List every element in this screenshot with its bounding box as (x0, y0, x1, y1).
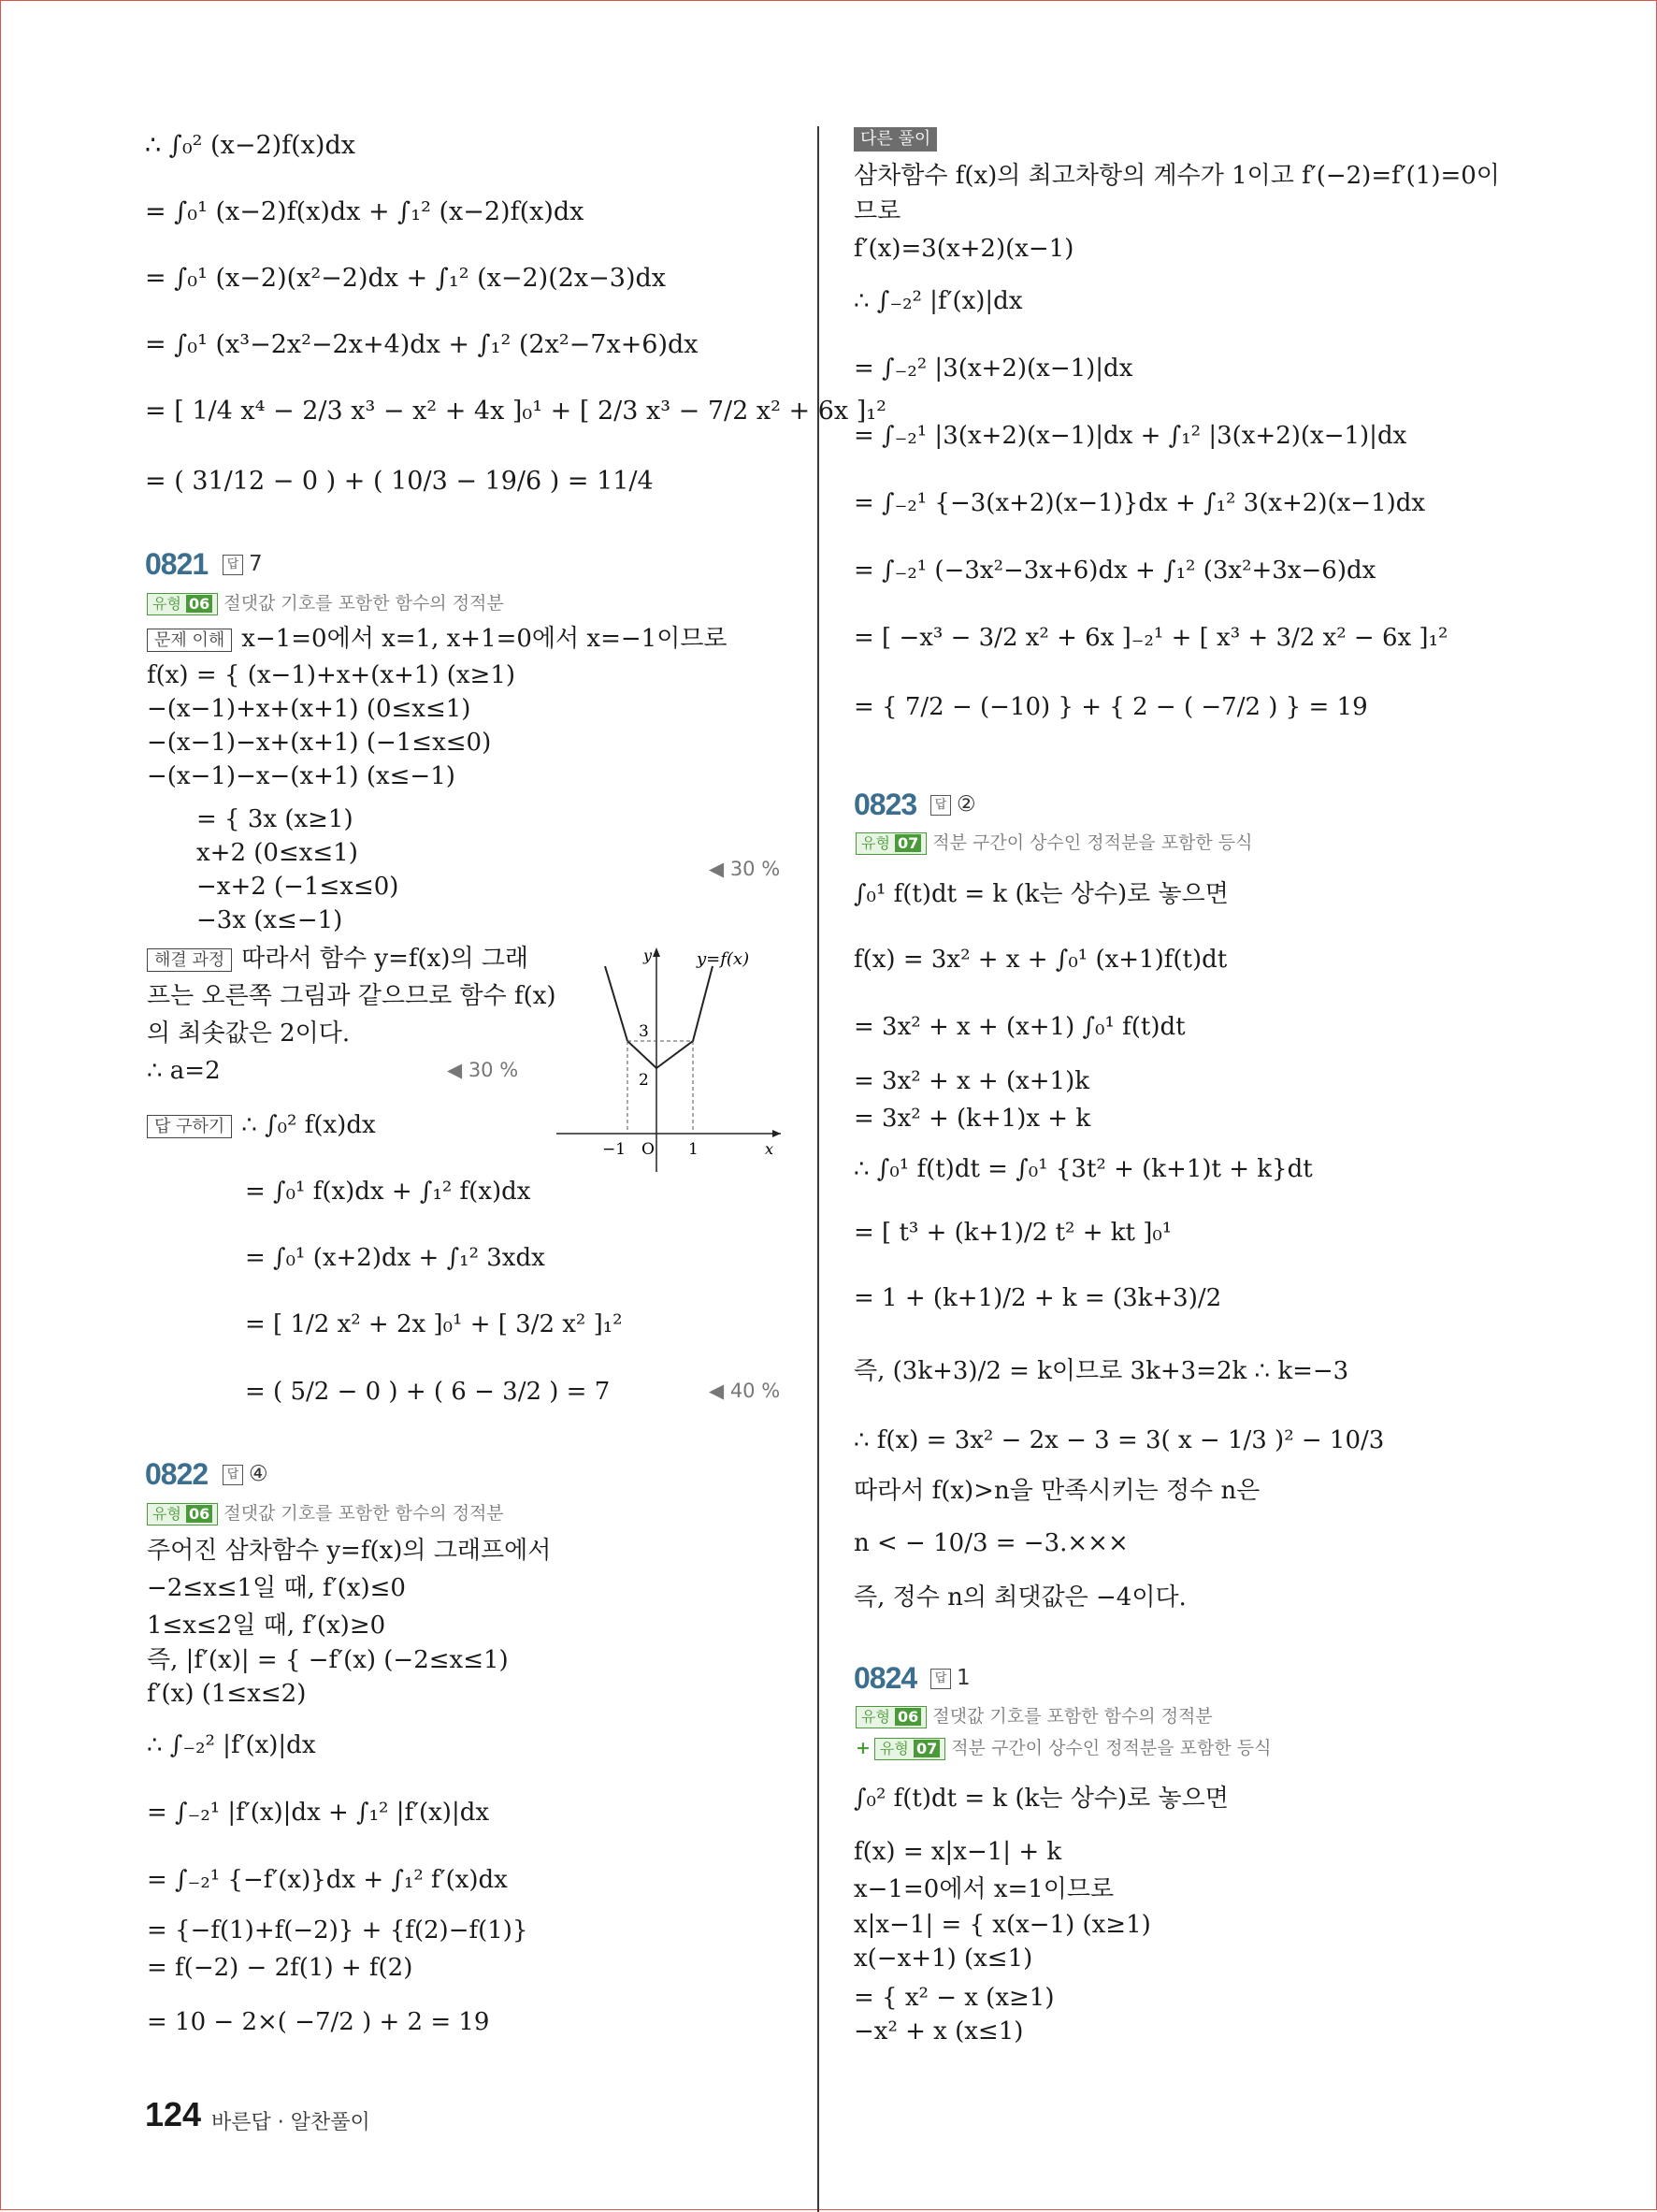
step3-label: 답 구하기 (147, 1115, 232, 1138)
tick-label-neg1: −1 (602, 1140, 627, 1159)
p0822-line-2: −2≤x≤1일 때, f′(x)≤0 (147, 1574, 406, 1602)
other-line-1: 삼차함수 f(x)의 최고차항의 계수가 1이고 f′(−2)=f′(1)=0이 (854, 162, 1500, 190)
p0823-line-4: = 3x² + x + (x+1)k (854, 1067, 1090, 1095)
step2-line-3: 의 최솟값은 2이다. (147, 1019, 351, 1048)
p0822-line-1: 주어진 삼차함수 y=f(x)의 그래프에서 (147, 1537, 552, 1565)
other-solution-label-row (854, 122, 946, 155)
step3 (147, 1108, 376, 1142)
p0823-line-9: 즉, (3k+3)/2 = k이므로 3k+3=2k ∴ k=−3 (854, 1357, 1349, 1385)
p0823-line-6: ∴ ∫₀¹ f(t)dt = ∫₀¹ {3t² + (k+1)t + k}dt (854, 1155, 1313, 1183)
other-line-6: = ∫₋₂¹ |3(x+2)(x−1)|dx + ∫₁² |3(x+2)(x−1)|dx (854, 422, 1407, 450)
problem-number-0822: 0822 (145, 1457, 209, 1491)
answer-0824 (930, 1666, 971, 1690)
type-badge: 유형 06 (147, 1503, 218, 1525)
type-text: 적분 구간이 상수인 정적분을 포함한 등식 (932, 832, 1253, 853)
column-divider (817, 126, 819, 2212)
left-top-line-6: = ( 31/12 − 0 ) + ( 10/3 − 19/6 ) = 11/4 (145, 467, 654, 496)
step3-line-5: = ( 5/2 − 0 ) + ( 6 − 3/2 ) = 7 (245, 1378, 611, 1406)
type-badge: 유형 06 (147, 593, 218, 615)
p0824-line-1: ∫₀² f(t)dt = k (k는 상수)로 놓으면 (854, 1785, 1229, 1813)
p0822-line-5: f′(x) (1≤x≤2) (147, 1680, 307, 1708)
p0823-line-13: 즉, 정수 n의 최댓값은 −4이다. (854, 1583, 1187, 1612)
p0824-line-6: = { x² − x (x≥1) (854, 1984, 1055, 2012)
function-graph (552, 940, 785, 1183)
type-tag-0824 (856, 1702, 1213, 1728)
x-axis-arrow (772, 1130, 781, 1137)
step2 (147, 942, 528, 976)
type-tag-0822 (147, 1499, 504, 1525)
answer-mark: 답 (223, 555, 243, 575)
left-top-line-3: = ∫₀¹ (x−2)(x²−2)dx + ∫₁² (x−2)(2x−3)dx (145, 264, 666, 293)
cases1-line-2: −(x−1)+x+(x+1) (0≤x≤1) (147, 695, 471, 723)
y-axis-arrow (653, 947, 660, 957)
p0824-line-4: x|x−1| = { x(x−1) (x≥1) (854, 1911, 1151, 1939)
p0822-line-4: 즉, |f′(x)| = { −f′(x) (−2≤x≤1) (147, 1646, 509, 1674)
type-text: 절댓값 기호를 포함한 함수의 정적분 (223, 1503, 504, 1524)
step1-text: x−1=0에서 x=1, x+1=0에서 x=−1이므로 (241, 625, 728, 653)
cases2-line-4: −3x (x≤−1) (196, 906, 343, 934)
step3-line-1: ∴ ∫₀² f(x)dx (241, 1111, 376, 1139)
p0822-line-11: = 10 − 2×( −7/2 ) + 2 = 19 (147, 2008, 490, 2036)
cases1-line-1: f(x) = { (x−1)+x+(x+1) (x≥1) (147, 661, 516, 689)
step2-line-2: 프는 오른쪽 그림과 같으므로 함수 f(x) (147, 982, 556, 1010)
answer-0821 (223, 552, 263, 576)
other-line-2: 므로 (854, 197, 901, 225)
p0823-line-2: f(x) = 3x² + x + ∫₀¹ (x+1)f(t)dt (854, 946, 1228, 974)
other-solution-label: 다른 풀이 (854, 127, 937, 152)
step2-line-1: 따라서 함수 y=f(x)의 그래 (241, 945, 529, 973)
type-tag-0821 (147, 589, 504, 615)
other-line-4: ∴ ∫₋₂² |f′(x)|dx (854, 287, 1023, 315)
cases2-line-3: −x+2 (−1≤x≤0) (196, 873, 399, 901)
type-text: 절댓값 기호를 포함한 함수의 정적분 (932, 1706, 1213, 1727)
graph-curve (605, 966, 713, 1068)
function-label: y=f(x) (697, 949, 750, 969)
origin-label: O (641, 1140, 655, 1159)
type-text: 적분 구간이 상수인 정적분을 포함한 등식 (951, 1738, 1272, 1758)
p0822-line-6: ∴ ∫₋₂² |f′(x)|dx (147, 1731, 316, 1759)
type-tag-0823 (856, 829, 1253, 855)
left-top-line-2: = ∫₀¹ (x−2)f(x)dx + ∫₁² (x−2)f(x)dx (145, 197, 584, 226)
p0824-line-7: −x² + x (x≤1) (854, 2017, 1024, 2046)
type-badge: 유형 07 (874, 1738, 945, 1760)
answer-mark: 답 (930, 795, 951, 816)
p0823-line-3: = 3x² + x + (x+1) ∫₀¹ f(t)dt (854, 1013, 1186, 1041)
step2-line-4: ∴ a=2 (147, 1057, 221, 1085)
p0824-line-3: x−1=0에서 x=1이므로 (854, 1875, 1115, 1903)
answer-value: 1 (957, 1666, 971, 1690)
problem-number-0821: 0821 (145, 547, 209, 581)
other-line-9: = [ −x³ − 3/2 x² + 6x ]₋₂¹ + [ x³ + 3/2 x² − 6x ]₁² (854, 624, 1448, 652)
p0822-line-3: 1≤x≤2일 때, f′(x)≥0 (147, 1612, 386, 1640)
answer-value: ② (957, 792, 976, 817)
left-top-line-4: = ∫₀¹ (x³−2x²−2x+4)dx + ∫₁² (2x²−7x+6)dx (145, 330, 699, 359)
answer-value: 7 (249, 552, 263, 576)
p0824-line-2: f(x) = x|x−1| + k (854, 1838, 1062, 1866)
problem-number-0824: 0824 (854, 1661, 917, 1695)
type-text: 절댓값 기호를 포함한 함수의 정적분 (223, 593, 504, 614)
answer-mark: 답 (223, 1465, 243, 1485)
step3-line-4: = [ 1/2 x² + 2x ]₀¹ + [ 3/2 x² ]₁² (245, 1310, 623, 1338)
other-line-7: = ∫₋₂¹ {−3(x+2)(x−1)}dx + ∫₁² 3(x+2)(x−1)dx (854, 489, 1426, 517)
score-percent-2: ◀ 30 % (447, 1059, 519, 1081)
other-line-10: = { 7/2 − (−10) } + { 2 − ( −7/2 ) } = 19 (854, 693, 1368, 721)
p0824-line-5: x(−x+1) (x≤1) (854, 1945, 1033, 1973)
step2-label: 해결 과정 (147, 948, 232, 972)
p0822-line-7: = ∫₋₂¹ |f′(x)|dx + ∫₁² |f′(x)|dx (147, 1799, 490, 1827)
plus-sign: + (856, 1738, 871, 1758)
page-number: 124 (145, 2095, 202, 2133)
type-badge: 유형 07 (856, 832, 927, 855)
p0823-line-8: = 1 + (k+1)/2 + k = (3k+3)/2 (854, 1284, 1222, 1312)
p0822-line-10: = f(−2) − 2f(1) + f(2) (147, 1954, 413, 1982)
p0822-line-9: = {−f(1)+f(−2)} + {f(2)−f(1)} (147, 1916, 528, 1945)
p0823-line-11: 따라서 f(x)>n을 만족시키는 정수 n은 (854, 1477, 1261, 1505)
tick-label-1: 1 (688, 1140, 699, 1159)
x-axis-label: x (765, 1140, 774, 1158)
cases1-line-3: −(x−1)−x+(x+1) (−1≤x≤0) (147, 729, 492, 757)
problem-number-0823: 0823 (854, 788, 917, 821)
left-top-line-5: = [ 1/4 x⁴ − 2/3 x³ − x² + 4x ]₀¹ + [ 2/3 x³ − 7/2 x² + 6x ]₁² (145, 397, 886, 426)
other-line-5: = ∫₋₂² |3(x+2)(x−1)|dx (854, 354, 1133, 383)
step1 (147, 622, 728, 656)
p0823-line-7: = [ t³ + (k+1)/2 t² + kt ]₀¹ (854, 1219, 1173, 1247)
answer-0823 (930, 792, 976, 817)
type-tag-0824-second (856, 1734, 1271, 1760)
tick-label-3: 3 (639, 1022, 649, 1041)
footer-title: 바른답 · 알찬풀이 (211, 2111, 370, 2134)
score-percent-3: ◀ 40 % (709, 1380, 781, 1402)
answer-mark: 답 (930, 1669, 951, 1689)
cases2-line-1: = { 3x (x≥1) (196, 805, 353, 833)
p0823-line-10: ∴ f(x) = 3x² − 2x − 3 = 3( x − 1/3 )² − 10/3 (854, 1426, 1385, 1454)
step3-line-2: = ∫₀¹ f(x)dx + ∫₁² f(x)dx (245, 1178, 531, 1206)
answer-0822 (223, 1462, 268, 1486)
answer-value: ④ (249, 1462, 268, 1486)
p0823-line-1: ∫₀¹ f(t)dt = k (k는 상수)로 놓으면 (854, 880, 1229, 908)
cases2-line-2: x+2 (0≤x≤1) (196, 839, 358, 867)
y-axis-label: y (643, 947, 653, 964)
tick-label-2: 2 (639, 1071, 649, 1090)
type-badge: 유형 06 (856, 1706, 927, 1728)
other-line-8: = ∫₋₂¹ (−3x²−3x+6)dx + ∫₁² (3x²+3x−6)dx (854, 557, 1376, 585)
step1-label: 문제 이해 (147, 629, 232, 652)
left-top-line-1: ∴ ∫₀² (x−2)f(x)dx (145, 131, 355, 160)
score-percent-1: ◀ 30 % (709, 858, 781, 880)
cases1-line-4: −(x−1)−x−(x+1) (x≤−1) (147, 762, 455, 790)
step3-line-3: = ∫₀¹ (x+2)dx + ∫₁² 3xdx (245, 1244, 545, 1272)
p0823-line-5: = 3x² + (k+1)x + k (854, 1105, 1091, 1133)
p0823-line-12: n < − 10/3 = −3.××× (854, 1529, 1129, 1557)
p0822-line-8: = ∫₋₂¹ {−f′(x)}dx + ∫₁² f′(x)dx (147, 1866, 508, 1894)
other-line-3: f′(x)=3(x+2)(x−1) (854, 235, 1074, 263)
